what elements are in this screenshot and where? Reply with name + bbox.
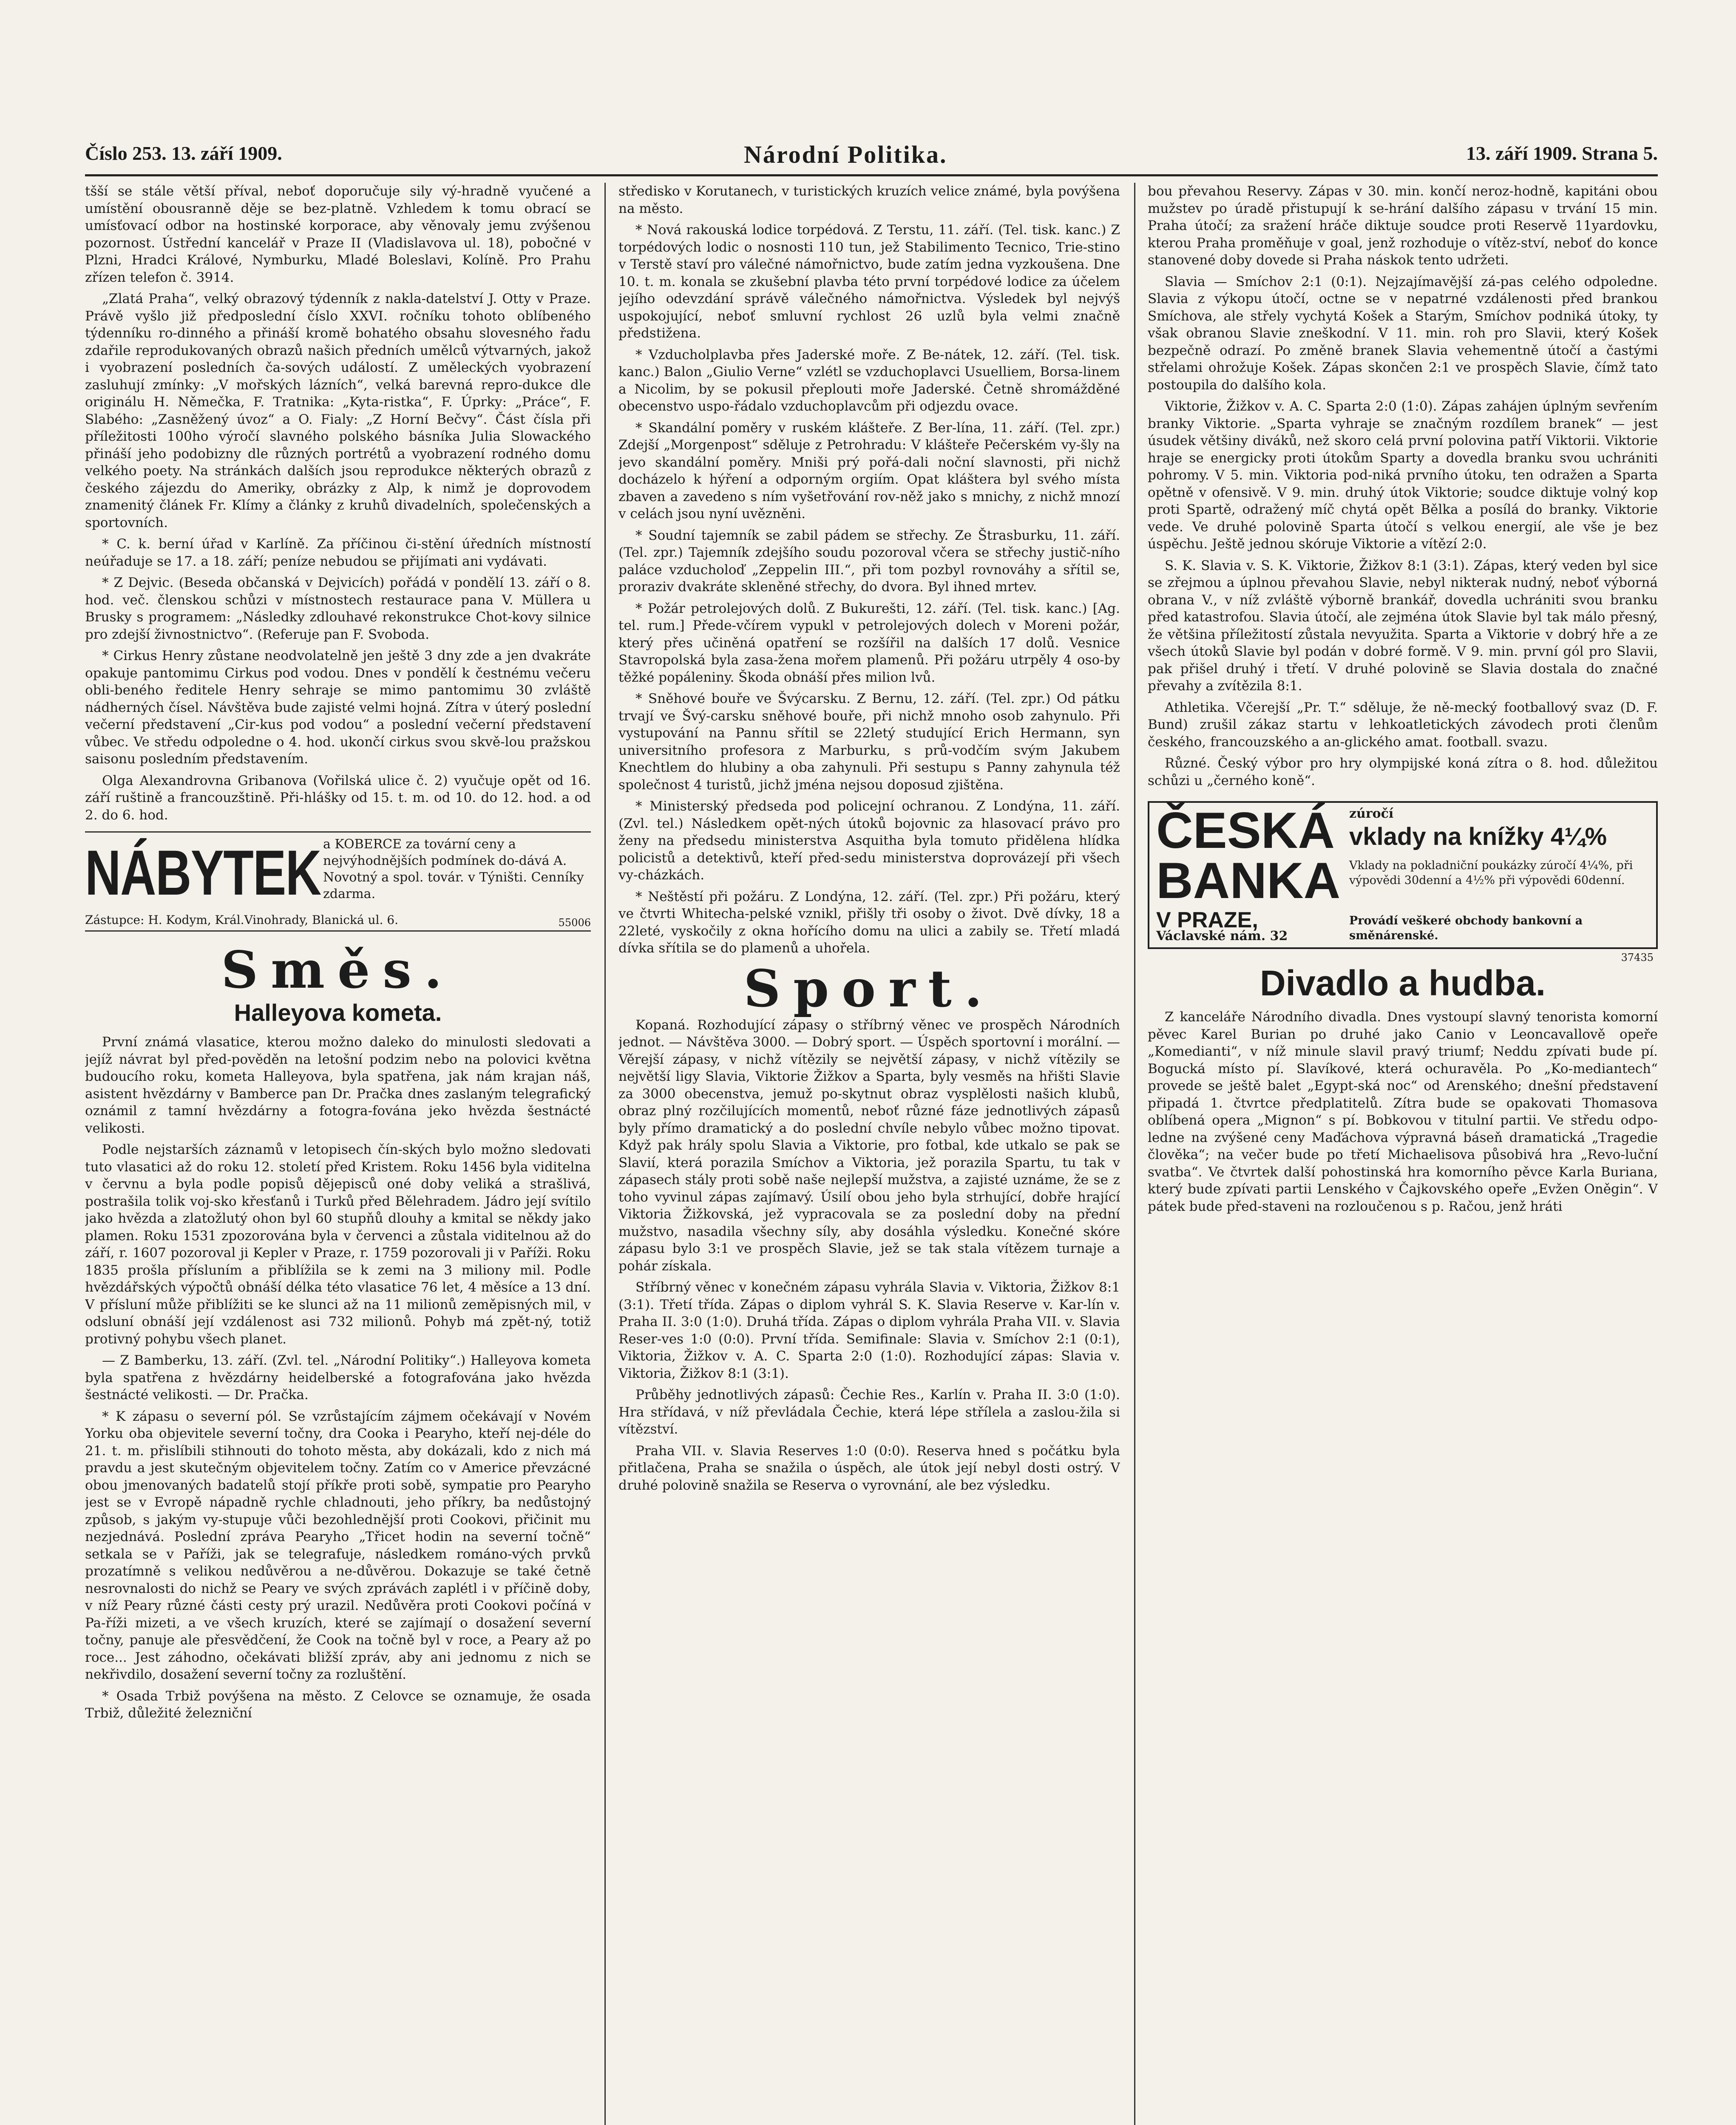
- ad-footer: Zástupce: H. Kodym, Král.Vinohrady, Blanická ul. 6.: [85, 913, 398, 927]
- column-2: [618, 183, 1120, 2125]
- newspaper-page: [85, 140, 1658, 2125]
- article-paragraph: * Osada Trbiž povýšena na město. Z Celovce se oznamuje, že osada Trbiž, důležité železniční: [85, 1688, 591, 1721]
- section-title-smes: Směs.: [221, 940, 455, 1000]
- ad-number: 55006: [558, 917, 591, 929]
- bank-name: [1156, 802, 1341, 909]
- bank-name-line2: BANKA: [1156, 852, 1341, 909]
- article-paragraph: * Požár petrolejových dolů. Z Bukurešti, 12. září. (Tel. tisk. kanc.) [Ag. tel. rum.] Přede-včírem vypukl v petrolejových dolech v Moreni požár, který přes učiněná opatření se rozšířil na dalších 17 dolů. Vesnice Stavropolská byla zasa-žena mořem plamenů. Při požáru utrpěly 4 oso-by těžké popáleniny. Škoda obnáší přes milion lvů.: [618, 601, 1120, 685]
- article-paragraph: * Skandální poměry v ruském klášteře. Z Ber-lína, 11. září. (Tel. zpr.) Zdejší „Morgenpost“ sděluje z Petrohradu: V klášteře Pečerském vy-šly na jevo skandální poměry. Mniši prý pořá-dali noční slavnosti, při nichž docházelo k hýření a odporným orgiím. Opat kláštera byl svého místa zbaven a zavedeno s ním vyšetřování rov-něž jako s mnichy, z nichž mnozí v celách jsou nyní uvězněni.: [618, 420, 1120, 521]
- article-paragraph: bou převahou Reservy. Zápas v 30. min. končí neroz-hodně, kapitáni obou mužstev po úradě přistupují k se-hrání dalšího zápasu v trvání 15 min. Praha útočí; za sražení hráče diktuje soudce proti Reservě 11yardovku, kterou Praha proměňuje v goal, jenž rozhoduje o vítěz-ství, neboť do konce stanovené doby dovede si Praha náskok tento udržeti.: [1148, 184, 1658, 268]
- column-3: [1148, 183, 1658, 2125]
- article-paragraph: * K zápasu o severní pól. Se vzrůstajícím zájmem očekávají v Novém Yorku oba objevitele severní točny, dra Cooka i Pearyho, kteří nej-déle do 21. t. m. přislíbili stihnouti do tohoto města, aby dokázali, kdo z nich má pravdu a jest skutečným objevitelem točny. Zatím co v Americe převzácné obou jmenovaných badatelů stojí příkře proti sobě, sympatie pro Pearyho jest se v Evropě nápadně rychle chladnouti, jeho příkry, ba nedůstojný způsob, s jakým vy-stupuje vůči bezohlednější proti Cookovi, přičinit mu nezjednává. Poslední zpráva Pearyho „Třicet hodin na severní točně“ setkala se v Paříži, jak se telegrafuje, následkem románo-vých prvků prozatímně s velikou nedůvěrou a ne-důvěrou. Dokazuje se také četně nesrovnalosti do nichž se Peary ve svých zprávách zaplétl i v příčině doby, v níž Peary různé části cesty prý urazil. Nedůvěra proti Cookovi počíná v Pa-říži mizeti, a ve všech kruzích, které se zajímají o dosažení severní točny, panuje ale přesvědčení, že Cook na točně byl v roce, a Peary až po roce... Jest záhodno, očekávati bližší zpráv, aby ani jednomu z nich se nekřivdilo, dosažení severní točny za rozluštění.: [85, 1408, 591, 1682]
- section-title-sport: Sport.: [743, 958, 995, 1019]
- article-paragraph: Různé. Český výbor pro hry olympijské koná zítra o 8. hod. důležitou schůzi u „černého koně“.: [1148, 756, 1658, 788]
- page-header: [85, 140, 1658, 176]
- article-paragraph: Athletika. Včerejší „Pr. T.“ sděluje, že ně-mecký footballový svaz (D. F. Bund) zrušil zákaz startu v lehkoatletických závodech proti členům českého, francouzského a an-glického amat. football. svazu.: [1148, 700, 1658, 750]
- issue-info: Číslo 253. 13. září 1909.: [85, 142, 282, 164]
- article-paragraph: * Cirkus Henry zůstane neodvolatelně jen ještě 3 dny zde a jen dvakráte opakuje pantomimu Cirkus pod vodou. Dnes v pondělí k čestnému večeru obli-beného ředitele Henry sehraje se mimo pantomimu 30 zvláště nádherných čísel. Návštěva bude zajisté velmi hojná. Zítra v úterý poslední večerní představení „Cir-kus pod vodou“ a poslední večerní představení vůbec. Ve středu odpoledne o 4. hod. ukončí cirkus svou skvě-lou pražskou saisonu posledním představením.: [85, 648, 591, 767]
- bank-name-line1: ČESKÁ: [1156, 802, 1335, 859]
- article-paragraph: * Sněhové bouře ve Švýcarsku. Z Bernu, 12. září. (Tel. zpr.) Od pátku trvají ve Švý-carsku sněhové bouře, při nichž mnoho osob zahynulo. Při vystupování na Pannu sřítil se 22letý studující Erich Hermann, syn universitního profesora z Marburku, s prů-vodčím svým Jakubem Knechtlem do hlubiny a oba zahynuli. Při sestupu s Panny zahynula též společnost 4 turistů, jichž jména nejsou doposud zjištěna.: [618, 691, 1120, 793]
- column-1: [85, 183, 591, 2125]
- article-paragraph: * Nová rakouská lodice torpédová. Z Terstu, 11. září. (Tel. tisk. kanc.) Z torpédových lodic o nosnosti 110 tun, jež Stabilimento Tecnico, Trie-stino v Terstě staví pro válečné námořnictvo, bude zatím jedna vyzkoušena. Dne 10. t. m. konala se zkušební plavba této první torpédové lodice za účelem jejího odevzdání správě válečného námořnictva. Výsledek byl nejvýš uspokojující, neboť smluvní rychlost 26 uzlů byla velmi značně předstižena.: [618, 222, 1120, 341]
- article-paragraph: — Z Bamberku, 13. září. (Zvl. tel. „Národní Politiky“.) Halleyova kometa byla spatřena z hvězdárny heidelberské a fotografována jako hvězda šestnácté velikosti. — Dr. Pračka.: [85, 1353, 591, 1402]
- article-paragraph: Slavia — Smíchov 2:1 (0:1). Nejzajímavější zá-pas celého odpoledne. Slavia z výkopu útočí, octne se v nepatrné vzdálenosti před brankou Smíchova, ale střely vychytá Košek a Starým, Smíchov podniká útoky, ty však obranou Slavie zneškodní. V 11. min. roh pro Slavii, který Košek bezpečně odrazí. Po změně branek Slavia vehementně útočí a častými střelami ohrožuje Košek. Zápas skončen 2:1 ve prospěch Slavie, čímž tato postoupila do dalšího kola.: [1148, 274, 1658, 393]
- article-paragraph: Z kanceláře Národního divadla. Dnes vystoupí slavný tenorista komorní pěvec Karel Burian po druhé jako Canio v Leoncavallově opeře „Komedianti“, v níž minule slavil pravý triumf; Neddu zpívati bude pí. Bogucká místo pí. Slavíkové, která ochuravěla. Po „Ko-mediantech“ provede se ještě balet „Egypt-ská noc“ od Arenského; dnešní představení připadá 1. čtvrtce předplatitelů. Zítra bude se opakovati Thomasova oblíbená opera „Mignon“ s pí. Bobkovou v titulní partii. Ve středu odpo-ledne na zvýšené ceny Maďáchova výpravná báseň dramatická „Tragedie člověka“; na večer bude po třetí Michaelisova působivá hra „Revo-luční svatba“. Ve čtvrtek další pohostinská hra komorního pěvce Karla Buriana, který bude zpívati partii Lenského v Čajkovského opeře „Evžen Oněgin“. V pátek bude před-staveni na rozloučenou s p. Račou, jenž hráti: [1148, 1009, 1658, 1214]
- article-paragraph: tšší se stále větší příval, neboť doporučuje sily vý-hradně vyučené a umístění obousranně děje se bez-platně. Vzhledem k tomu obrací se umísťovací odbor na hostinské korporace, aby věnovaly jemu zvýšenou pozornost. Ústřední kancelář v Praze II (Vladislavova ul. 18), pobočné v Plzni, Hradci Králové, Nymburku, Mladé Boleslavi, Kolíně. Pro Prahu zřízen telefon č. 3914.: [85, 184, 591, 285]
- ad-text: Provádí veškeré obchody bankovní a směnárenské.: [1349, 914, 1583, 942]
- ad-text: a KOBERCE za tovární ceny a nejvýhodnějších podmínek do-dává A. Novotný a spol. továr. v Týništi. Cenníky zdarma.: [323, 837, 584, 901]
- section-title-divadlo: Divadlo a hudba.: [1259, 963, 1546, 1003]
- article-paragraph: * Soudní tajemník se zabil pádem se střechy. Ze Štrasburku, 11. září. (Tel. zpr.) Tajemník zdejšího soudu pozoroval včera se střechy justič-ního paláce vzducholoď „Zeppelin III.“, při tom pozbyl rovnováhy a sřítil se, proraziv dvakráte skleněné střechy, do dvora. Byl ihned mrtev.: [618, 527, 1120, 595]
- bank-city: V PRAZE,: [1156, 908, 1258, 932]
- article-paragraph: Kopaná. Rozhodující zápasy o stříbrný věnec ve prospěch Národních jednot. — Návštěva 3000. — Dobrý sport. — Úspěch sportovní i morální. — Věrejší zápasy, v nichž vítězily se největší zápasy, v nichž vítězily se největší ligy Slavia, Viktorie Žižkov a Sparta, byly vesměs na hřišti Slavie za 3000 obecenstva, jemuž po-skytnut obraz vysplělosti našich klubů, obraz plný rozčilujících momentů, neboť různé fáze jednotlivých zápasů byly přímo dramatický a do poslední chvíle nebylo vůbec možno tipovat. Když pak hrály spolu Slavia a Viktorie, pro fotbal, kde utkalo se pak se Slavií, která porazila Smíchov a Viktoria, jež porazila Spartu, tu tak v zápasech stály proti sobě naše nejlepší mužstva, a zajisté uznáme, že se z toho vyvinul zápas zajímavý. Úsilí obou jeho byla strhující, dobře hrající Viktoria Žižkovská, jež vypracovala se za poslední doby na přední mužstvo, nasadila všechny síly, aby dosáhla výsledku. Konečné skóre zápasu bylo 3:1 ve prospěch Slavie, jež se tak stala vítězem turnaje a pohár získala.: [618, 1017, 1120, 1274]
- ad-text: zúročí: [1349, 806, 1394, 821]
- article-paragraph: „Zlatá Praha“, velký obrazový týdenník z nakla-datelství J. Otty v Praze. Právě vyšlo již předposlední číslo XXVI. ročníku tohoto oblíbeného týdenníku ro-dinného a přináší kromě bohatého obsahu slovesného řadu zdařile reprodukovaných obrazů našich předních umělců výtvarných, jakož i vyobrazení posledních ča-sových událostí. Z uměleckých vyobrazení zasluhují zmínky: „V mořských lázních“, velká barevná repro-dukce dle originálu H. Němečka, F. Tratnika: „Kyta-ristka“, F. Úprky: „Práce“, F. Slabého: „Zasněžený úvoz“ a O. Fialy: „Z Horní Bečvy“. Část čísla při příležitosti 100ho výročí slavného polského básníka Julia Slowackého přináší jeho podobizny dle různých portrétů a vyobrazení rodného domu velkého poety. Na stránkách dalších jsou reprodukce některých obrazů z českého zájezdu do Ameriky, obrázky z Alp, k nimž je doprovodem znamenitý článek Fr. Klímy a články z kruhů divadelních, společenských a sportovních.: [85, 291, 591, 530]
- article-paragraph: * C. k. berní úřad v Karlíně. Za příčinou či-stění úředních místností neúřaduje se 17. a 18. září; peníze nebudou se přijímati ani vydávati.: [85, 536, 591, 569]
- ad-headline: vklady na knížky 4¼%: [1349, 823, 1607, 850]
- furniture-advertisement: [85, 831, 591, 932]
- article-paragraph: Praha VII. v. Slavia Reserves 1:0 (0:0). Reserva hned s počátku byla přitlačena, Praha se snažila o úspěch, ale útok její nebyl dosti ostrý. V druhé polovině snažila se Reserva o vyrovnání, ale bez výsledku.: [618, 1443, 1120, 1493]
- article-paragraph: středisko v Korutanech, v turistických kruzích velice známé, byla povýšena na město.: [618, 184, 1120, 216]
- ad-headline: NÁBYTEK: [85, 837, 321, 908]
- article-paragraph: * Ministerský předseda pod policejní ochranou. Z Londýna, 11. září. (Zvl. tel.) Následkem opět-ných útoků bojovnic za hlasovací právo pro ženy na předsedu ministerstva Asquitha byla tomuto přidělena hlídka policistů a detektivů, kteří před-sedu ministerstva doprovázejí při všech vy-cházkách.: [618, 799, 1120, 883]
- article-paragraph: * Neštěstí při požáru. Z Londýna, 12. září. (Tel. zpr.) Při požáru, který ve čtvrti Whitecha-pelské vznikl, přišly tři osoby o život. Dvě dívky, 18 a 22leté, vyskočily z okna hořícího domu na ulici a zabily se. Třetí mladá dívka sřítila se do plamenů a uhořela.: [618, 889, 1120, 956]
- article-paragraph: Podle nejstarších záznamů v letopisech čín-ských bylo možno sledovati tuto vlasatici až do roku 12. století před Kristem. Roku 1456 byla viditelna v červnu a byla podle popisů dějepisců oné doby veliká a strašlivá, postrašila tolik voj-sko křesťanů i Turků před Bělehradem. Jádro její svítilo jako hvězda a zlatožlutý ohon byl 60 stupňů dlouhy a kmital se někdy jako plamen. Roku 1531 zpozorována byla v červenci a zůstala viditelnou až do září, r. 1607 pozoroval ji Kepler v Praze, r. 1759 pozorovali ji v Paříži. Roku 1835 prošla přísluním a přiblížila se k zemi na 3 miliony mil. Podle hvězdářských výpočtů obnáší délka této vlasatice 76 let, 4 měsíce a 13 dní. V přísluní může přiblížiti se ke slunci až na 11 milionů zeměpisných mil, v odsluní obnáší její vzdálenost asi 732 milionů. Pohyb má zpět-ný, totiž protivný pohybu všech planet.: [85, 1142, 591, 1347]
- ad-number: 37435: [1621, 952, 1654, 963]
- article-paragraph: * Vzducholplavba přes Jaderské moře. Z Be-nátek, 12. září. (Tel. tisk. kanc.) Balon „Giulio Verne“ vzlétl se vzduchoplavci Usuelliem, Borsa-linem a Nicolim, by se pokusil přeplouti moře Jaderské. Četně shromážděné obecenstvo uspo-řádalo vzduchoplavcům při odjezdu ovace.: [618, 347, 1120, 414]
- article-headline: Halleyova kometa.: [234, 999, 442, 1026]
- article-paragraph: První známá vlasatice, kterou možno daleko do minulosti sledovati a jejíž návrat byl před-pověděn na letošní podzim nebo na polovici května budoucího roku, kometa Halleyova, byla spatřena, jak nám krajan náš, asistent hvězdárny v Bamberce pan Dr. Pračka dnes zaslaným telegrafický oznámil z tamní hvězdárny a fotogra-fována jeko hvězda šestnácté velikosti.: [85, 1034, 591, 1136]
- page-number: 13. září 1909. Strana 5.: [1466, 142, 1658, 164]
- article-paragraph: Průběhy jednotlivých zápasů: Čechie Res., Karlín v. Praha II. 3:0 (1:0). Hra střídavá, v níž převládala Čechie, která lépe střílela a zaslou-žila si vítězství.: [618, 1387, 1120, 1437]
- article-paragraph: Stříbrný věnec v konečném zápasu vyhrála Slavia v. Viktoria, Žižkov 8:1 (3:1). Třetí třída. Zápas o diplom vyhrál S. K. Slavia Reserve v. Kar-lín v. Praha II. 3:0 (1:0). Druhá třída. Zápas o diplom vyhrála Praha VII. v. Slavia Reser-ves 1:0 (0:0). První třída. Semifinale: Slavia v. Smíchov 2:1 (0:1), Viktoria, Žižkov v. A. C. Sparta 2:0 (1:0). Rozhodující zápas: Slavia v. Viktoria, Žižkov 8:1 (3:1).: [618, 1280, 1120, 1381]
- article-paragraph: S. K. Slavia v. S. K. Viktorie, Žižkov 8:1 (3:1). Zápas, který veden byl sice se zřejmou a úplnou převahou Slavie, nebyl nikterak nudný, neboť výborná obrana V., v níž zvláště výborně brankář, dovedla uchrániti svou branku před katastrofou. Slavia útočí, ale zejména útok Slavie byl tak málo přesný, že většina příležitostí zůstala nevyužita. Sparta a Viktorie v dobrý hře a ze všech útoků Slavie byl podán v dobré formě. V 9. min. první gól pro Slavii, pak přišel druhý i třetí. V druhé polovině se Slavia dostala do značné převahy a zvítězila 8:1.: [1148, 558, 1658, 694]
- column-divider: [1134, 183, 1135, 2125]
- article-paragraph: * Z Dejvic. (Beseda občanská v Dejvicích) pořádá v pondělí 13. září o 8. hod. več. členskou schůzi v místnostech restaurace pana V. Müllera u Brusky s programem: „Následky zdlouhavé rekonstrukce Chot-kovy silnice pro zdejší živnostnictvo“. (Referuje pan F. Svoboda.: [85, 575, 591, 642]
- article-paragraph: Olga Alexandrovna Gribanova (Vořilská ulice č. 2) vyučuje opět od 16. září ruštině a francouzštině. Při-hlášky od 15. t. m. od 10. do 12. hod. a od 2. do 6. hod.: [85, 773, 591, 823]
- masthead-title: Národní Politika.: [744, 141, 947, 168]
- bank-advertisement: [1148, 801, 1658, 963]
- ad-text: Vklady na pokladniční poukázky zúročí 4¼%, při výpovědi 30denní a 4½% při výpovědi 60denní.: [1349, 859, 1633, 887]
- article-paragraph: Viktorie, Žižkov v. A. C. Sparta 2:0 (1:0). Zápas zahájen úplným sevřením branky Viktorie. „Sparta vyhraje se značným rozdílem branek“ — jest úsudek většiny diváků, než skoro celá první polovina patří Viktorii. Viktorie hraje se energicky proti útokům Sparty a dovedla branku svou uchrániti pohromy. V 5. min. Viktoria pod-niká prvního útoku, ten odražen a Sparta opětně v ofensivě. V 9. min. druhý útok Viktorie; soudce diktuje volný kop proti Spartě, odražený míč chytá opět Bělka a posílá do branky. Viktorie vede. Ve druhé polovině Sparta útočí s velkou energií, ale vše je bez úspěchu. Ještě jednou skóruje Viktorie a vítězí 2:0.: [1148, 399, 1658, 552]
- bank-address: Václavské nám. 32: [1156, 929, 1288, 944]
- column-divider: [604, 183, 606, 2125]
